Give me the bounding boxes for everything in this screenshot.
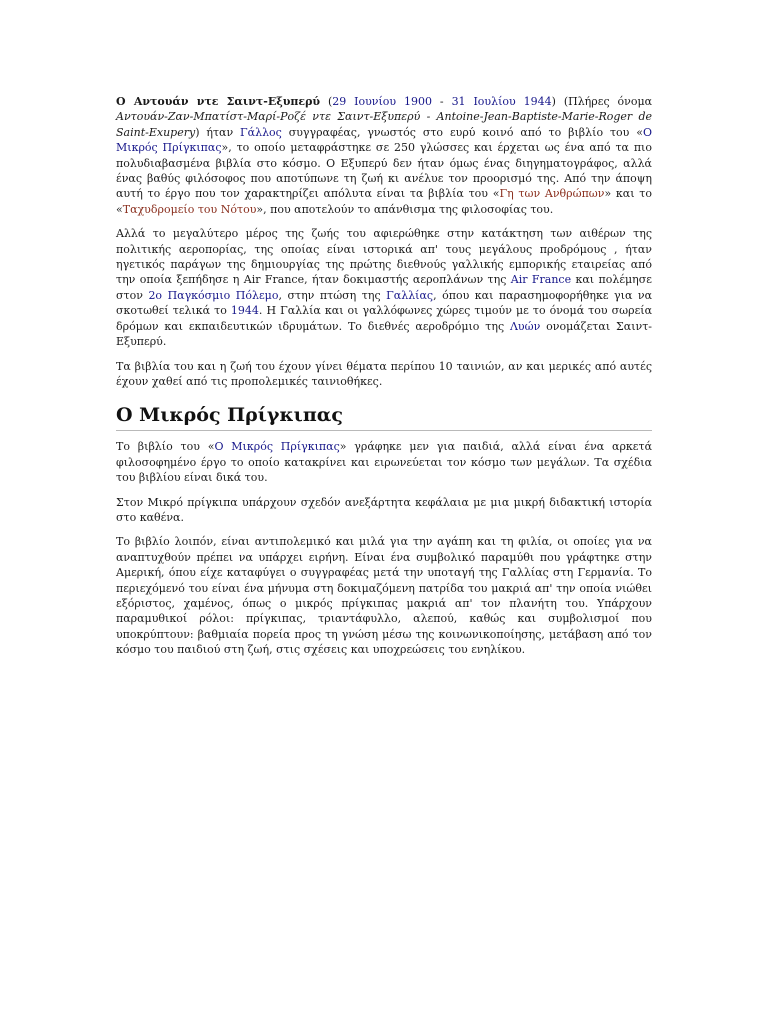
book-text-1: Το βιβλίο του « (116, 440, 215, 454)
antiwar-paragraph: Το βιβλίο λοιπόν, είναι αντιπολεμικό και μιλά για την αγάπη και τη φιλία, οι οποίες για να αναπτυχθούν πρέπει να υπάρχει ειρήνη. Είναι ένα συμβολικό παραμύθι που γράφτηκε στην Αμερική, όπου είχε καταφύγει ο συγγραφέας μετά την υποταγή της Γαλλίας στη Γερμανία. Το περιεχόμενό του είναι ένα μήνυμα στη δοκιμαζόμενη πατρίδα του μακριά απ' την οποία νιώθει εξόριστος, χαμένος, όπως ο μικρός πρίγκιπας μακριά απ' τον πλανήτη του. Υπάρχουν παραμυθικοί ρόλοι: πρίγκιπας, τριαντάφυλλο, αλεπού, καθώς και συμβολισμοί που υποκρύπτουν: βαθμιαία πορεία προς τη γνώση μέσω της κοινωνικοποίησης, μετάβαση από τον κόσμο του παιδιού στη ζωή, στις σχέσεις και υποχρεώσεις του ενηλίκου. (116, 535, 652, 657)
france-link[interactable]: Γαλλίας (386, 288, 434, 302)
aviation-text-4: , όπου και παρασημοφορήθηκε για να σκοτωθεί τελικά το (116, 288, 653, 318)
intro-close-paren: ) (551, 95, 564, 108)
intro-was: ) ήταν (195, 125, 241, 139)
southern-mail-link[interactable]: Ταχυδρομείο του Νότου (122, 202, 257, 216)
lyon-link[interactable]: Λυών (509, 319, 541, 333)
aviation-text-3: , στην πτώση της (278, 288, 387, 302)
little-prince-link[interactable]: Ο Μικρός Πρίγκιπας (116, 125, 652, 155)
intro-text-1: συγγραφέας, γνωστός στο ευρύ κοινό από το βιβλίο του « (281, 125, 643, 139)
birth-date-link[interactable]: 29 Ιουνίου 1900 (332, 95, 433, 108)
intro-text-2: », το οποίο μεταφράστηκε σε 250 γλώσσες και έρχεται ως ένα από τα πιο πολυδιαβασμένα βιβλία στο κόσμο. Ο Εξυπερύ δεν ήταν όμως ένας διηγηματογράφος, αλλά ένας βαθύς φιλόσοφος που αποτύπωνε τη ζωή κι ανέλυε τον προορισμό της. Από την άποψη αυτή το έργο που τον χαρακτηρίζει απόλυτα είναι τα βιβλία του « (116, 141, 652, 201)
french-link[interactable]: Γάλλος (240, 125, 282, 139)
intro-text-3: » και το « (116, 187, 652, 216)
year-1944-link[interactable]: 1944 (230, 304, 259, 318)
land-of-men-link[interactable]: Γη των Ανθρώπων (499, 187, 605, 201)
aviation-paragraph (116, 226, 652, 349)
death-date-link[interactable]: 31 Ιουλίου 1944 (451, 95, 552, 108)
air-france-link[interactable]: Air France (510, 273, 572, 287)
full-name-label: (Πλήρες όνομα (563, 95, 653, 108)
book-paragraph (116, 439, 652, 485)
intro-paragraph (116, 94, 652, 217)
full-name: Αντουάν-Ζαν-Μπατίστ-Μαρί-Ροζέ ντε Σαιντ-Εξυπερύ - Antoine-Jean-Baptiste-Marie-Roger de Saint-Exupery (116, 110, 652, 139)
book-prince-link[interactable]: Ο Μικρός Πρίγκιπας (214, 440, 340, 454)
author-name: Ο Αντουάν ντε Σαιντ-Εξυπερύ (116, 95, 321, 108)
intro-open-paren: ( (320, 95, 333, 108)
section-heading: Ο Μικρός Πρίγκιπας (116, 403, 652, 431)
aviation-text-6: ονομάζεται Σαιντ-Εξυπερύ. (116, 319, 652, 349)
intro-dash: - (432, 95, 452, 108)
document-page (116, 94, 652, 667)
chapters-paragraph: Στον Μικρό πρίγκιπα υπάρχουν σχεδόν ανεξάρτητα κεφάλαια με μια μικρή διδακτική ιστορία στο καθένα. (116, 495, 652, 524)
ww2-link[interactable]: 2ο Παγκόσμιο Πόλεμο (148, 288, 279, 302)
aviation-text-2: και πολέμησε στον (116, 273, 652, 302)
book-text-2: » γράφηκε μεν για παιδιά, αλλά είναι ένα αρκετά φιλοσοφημένο έργο το οποίο κατακρίνει και ειρωνεύεται τον κόσμο των μεγάλων. Τα σχέδια του βιβλίου είναι δικά του. (116, 440, 652, 485)
intro-text-4: », που αποτελούν το απάνθισμα της φιλοσοφίας του. (256, 202, 554, 216)
films-paragraph: Τα βιβλία του και η ζωή του έχουν γίνει θέματα περίπου 10 ταινιών, αν και μερικές από αυτές έχουν χαθεί από τις προπολεμικές ταινιοθήκες. (116, 359, 652, 388)
aviation-text-1: Αλλά το μεγαλύτερο μέρος της ζωής του αφιερώθηκε στην κατάκτηση των αιθέρων της πολιτικής αεροπορίας, της οποίας είναι ιστορικά απ' τους μεγάλους προδρόμους , ήταν ηγετικός παράγων της δημιουργίας της πρώτης διεθνούς γαλλικής εμπορικής εταιρείας από την οποία ξεπήδησε η Air France, ήταν δοκιμαστής αεροπλάνων της (116, 227, 652, 287)
aviation-text-5: . Η Γαλλία και οι γαλλόφωνες χώρες τιμούν με το όνομά του σωρεία δρόμων και εκπαιδευτικών ιδρυμάτων. Το διεθνές αεροδρόμιο της (116, 304, 653, 333)
